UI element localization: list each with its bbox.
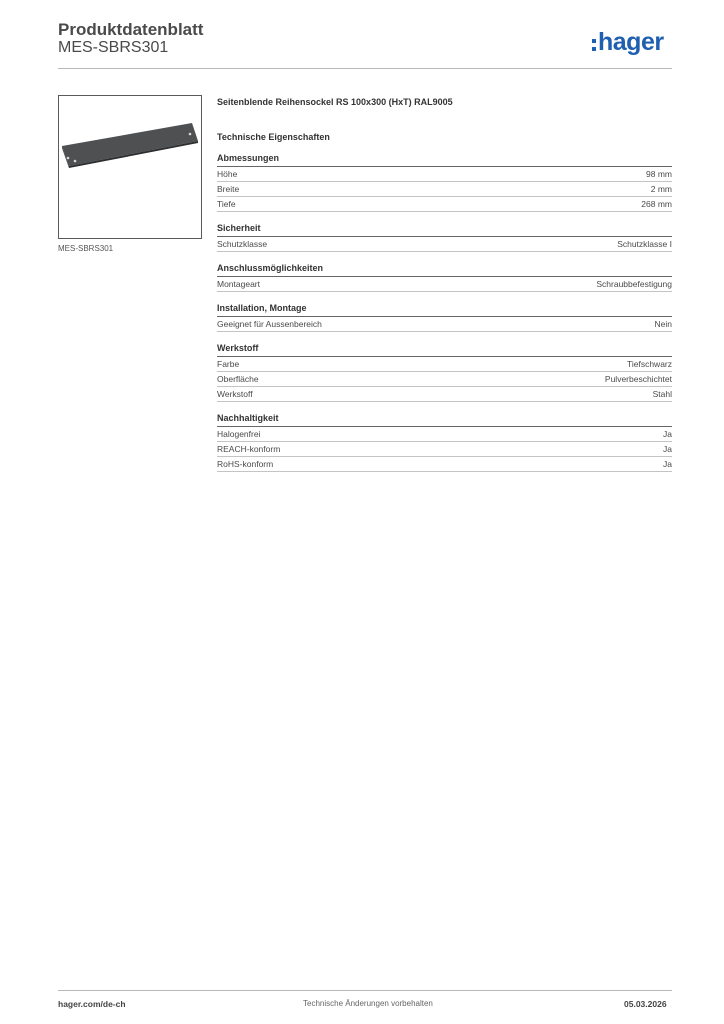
spec-section xyxy=(217,342,672,402)
spec-section xyxy=(217,222,672,252)
product-code: MES-SBRS301 xyxy=(58,39,169,56)
logo-dots-icon xyxy=(592,35,596,51)
footer-divider xyxy=(58,990,672,991)
spec-value: Schutzklasse I xyxy=(617,239,672,249)
document-title: Produktdatenblatt xyxy=(58,20,204,39)
header-divider xyxy=(58,68,672,69)
product-image xyxy=(58,95,202,239)
spec-label: Tiefe xyxy=(217,199,236,209)
footer-notice: Technische Änderungen vorbehalten xyxy=(303,999,433,1008)
spec-label: Breite xyxy=(217,184,240,194)
spec-value: Pulverbeschichtet xyxy=(604,374,672,384)
spec-value: Ja xyxy=(663,459,672,469)
spec-label: Montageart xyxy=(217,279,260,289)
spec-section xyxy=(217,302,672,332)
spec-row xyxy=(217,387,672,402)
product-name: Seitenblende Reihensockel RS 100x300 (HxT) RAL9005 xyxy=(217,97,453,107)
spec-row xyxy=(217,372,672,387)
spec-value: Tiefschwarz xyxy=(626,359,672,369)
spec-value: Nein xyxy=(654,319,672,329)
section-title: Sicherheit xyxy=(217,222,672,237)
spec-value: 2 mm xyxy=(650,184,672,194)
spec-row xyxy=(217,357,672,372)
footer-website: hager.com/de-ch xyxy=(58,999,126,1009)
spec-section xyxy=(217,262,672,292)
spec-value: Ja xyxy=(663,429,672,439)
section-title: Werkstoff xyxy=(217,342,672,357)
spec-label: Oberfläche xyxy=(217,374,259,384)
tech-heading: Technische Eigenschaften xyxy=(217,132,330,142)
spec-label: Geeignet für Aussenbereich xyxy=(217,319,322,329)
spec-label: Schutzklasse xyxy=(217,239,268,249)
spec-row xyxy=(217,197,672,212)
spec-label: Werkstoff xyxy=(217,389,253,399)
spec-row xyxy=(217,167,672,182)
logo-text: hager xyxy=(598,28,664,56)
spec-row xyxy=(217,237,672,252)
spec-section xyxy=(217,412,672,472)
spec-value: Ja xyxy=(663,444,672,454)
spec-row xyxy=(217,317,672,332)
spec-value: Schraubbefestigung xyxy=(596,279,672,289)
spec-sections xyxy=(217,152,672,472)
section-title: Abmessungen xyxy=(217,152,672,167)
spec-label: REACH-konform xyxy=(217,444,281,454)
section-title: Nachhaltigkeit xyxy=(217,412,672,427)
spec-label: Höhe xyxy=(217,169,238,179)
spec-row xyxy=(217,442,672,457)
spec-label: RoHS-konform xyxy=(217,459,274,469)
section-title: Installation, Montage xyxy=(217,302,672,317)
spec-section xyxy=(217,152,672,212)
spec-row xyxy=(217,182,672,197)
footer-date: 05.03.2026 xyxy=(624,999,667,1009)
spec-label: Farbe xyxy=(217,359,240,369)
section-title: Anschlussmöglichkeiten xyxy=(217,262,672,277)
spec-row xyxy=(217,457,672,472)
product-details xyxy=(217,95,672,472)
hager-logo xyxy=(592,28,664,57)
spec-value: 268 mm xyxy=(641,199,672,209)
spec-value: Stahl xyxy=(652,389,672,399)
image-caption: MES-SBRS301 xyxy=(58,244,114,253)
spec-row xyxy=(217,277,672,292)
spec-row xyxy=(217,427,672,442)
product-panel-illustration xyxy=(59,96,201,238)
spec-value: 98 mm xyxy=(646,169,672,179)
spec-label: Halogenfrei xyxy=(217,429,261,439)
